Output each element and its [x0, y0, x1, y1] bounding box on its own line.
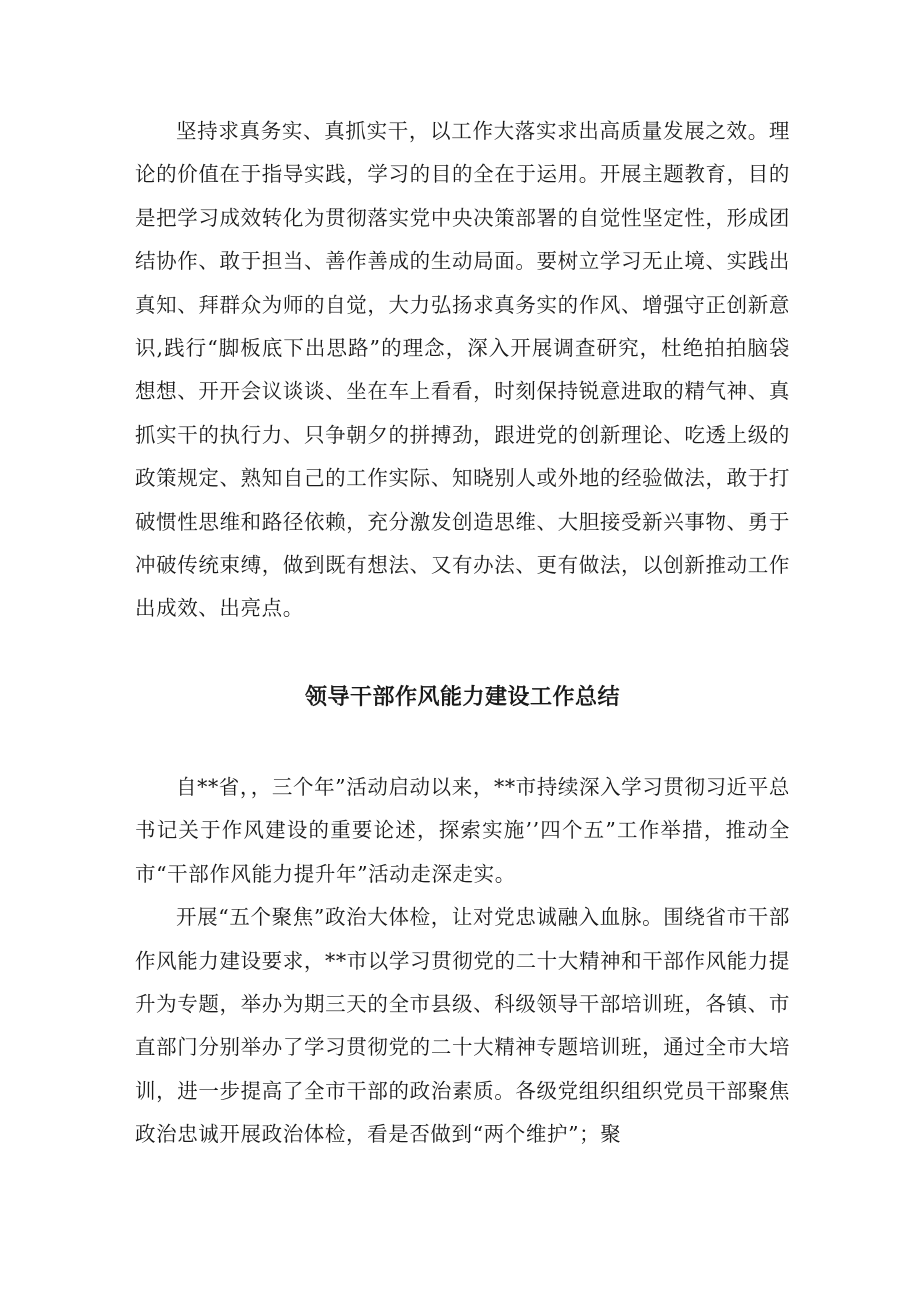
paragraph-intro: 自**省，，三个年”活动启动以来，**市持续深入学习贯彻习近平总书记关于作风建设的重要论述，探索实施’’四个五”工作举措，推动全市“干部作风能力提升年”活动走深走实。 [135, 774, 790, 886]
paragraph-political-checkup: 开展“五个聚焦”政治大体检，让对党忠诚融入血脉。围绕省市干部作风能力建设要求，**市以学习贯彻党的二十大精神和干部作风能力提升为专题，举办为期三天的全市县级、科级领导干部培训班，各镇、市直部门分别举办了学习贯彻党的二十大精神专题培训班，通过全市大培训，进一步提高了全市干部的政治素质。各级党组织组织党员干部聚焦政治忠诚开展政治体检，看是否做到“两个维护”；聚 [135, 905, 790, 1147]
paragraph-innovation: 坚持求真务实、真抓实干，以工作大落实求出高质量发展之效。理论的价值在于指导实践，学习的目的全在于运用。开展主题教育，目的是把学习成效转化为贯彻落实党中央决策部署的自觉性坚定性，形成团结协作、敢于担当、善作善成的生动局面。要树立学习无止境、实践出真知、拜群众为师的自觉，大力弘扬求真务实的作风、增强守正创新意识,践行“脚板底下出思路”的理念，深入开展调查研究，杜绝拍拍脑袋想想、开开会议谈谈、坐在车上看看，时刻保持锐意进取的精气神、真抓实干的执行力、只争朝夕的拼搏劲，跟进党的创新理论、吃透上级的政策规定、熟知自己的工作实际、知晓别人或外地的经验做法，敢于打破惯性思维和路径依赖，充分激发创造思维、大胆接受新兴事物、勇于冲破传统束缚，做到既有想法、又有办法、更有做法，以创新推动工作出成效、出亮点。 [135, 119, 790, 621]
section-title: 领导干部作风能力建设工作总结 [304, 684, 620, 710]
document-body [135, 110, 790, 1157]
